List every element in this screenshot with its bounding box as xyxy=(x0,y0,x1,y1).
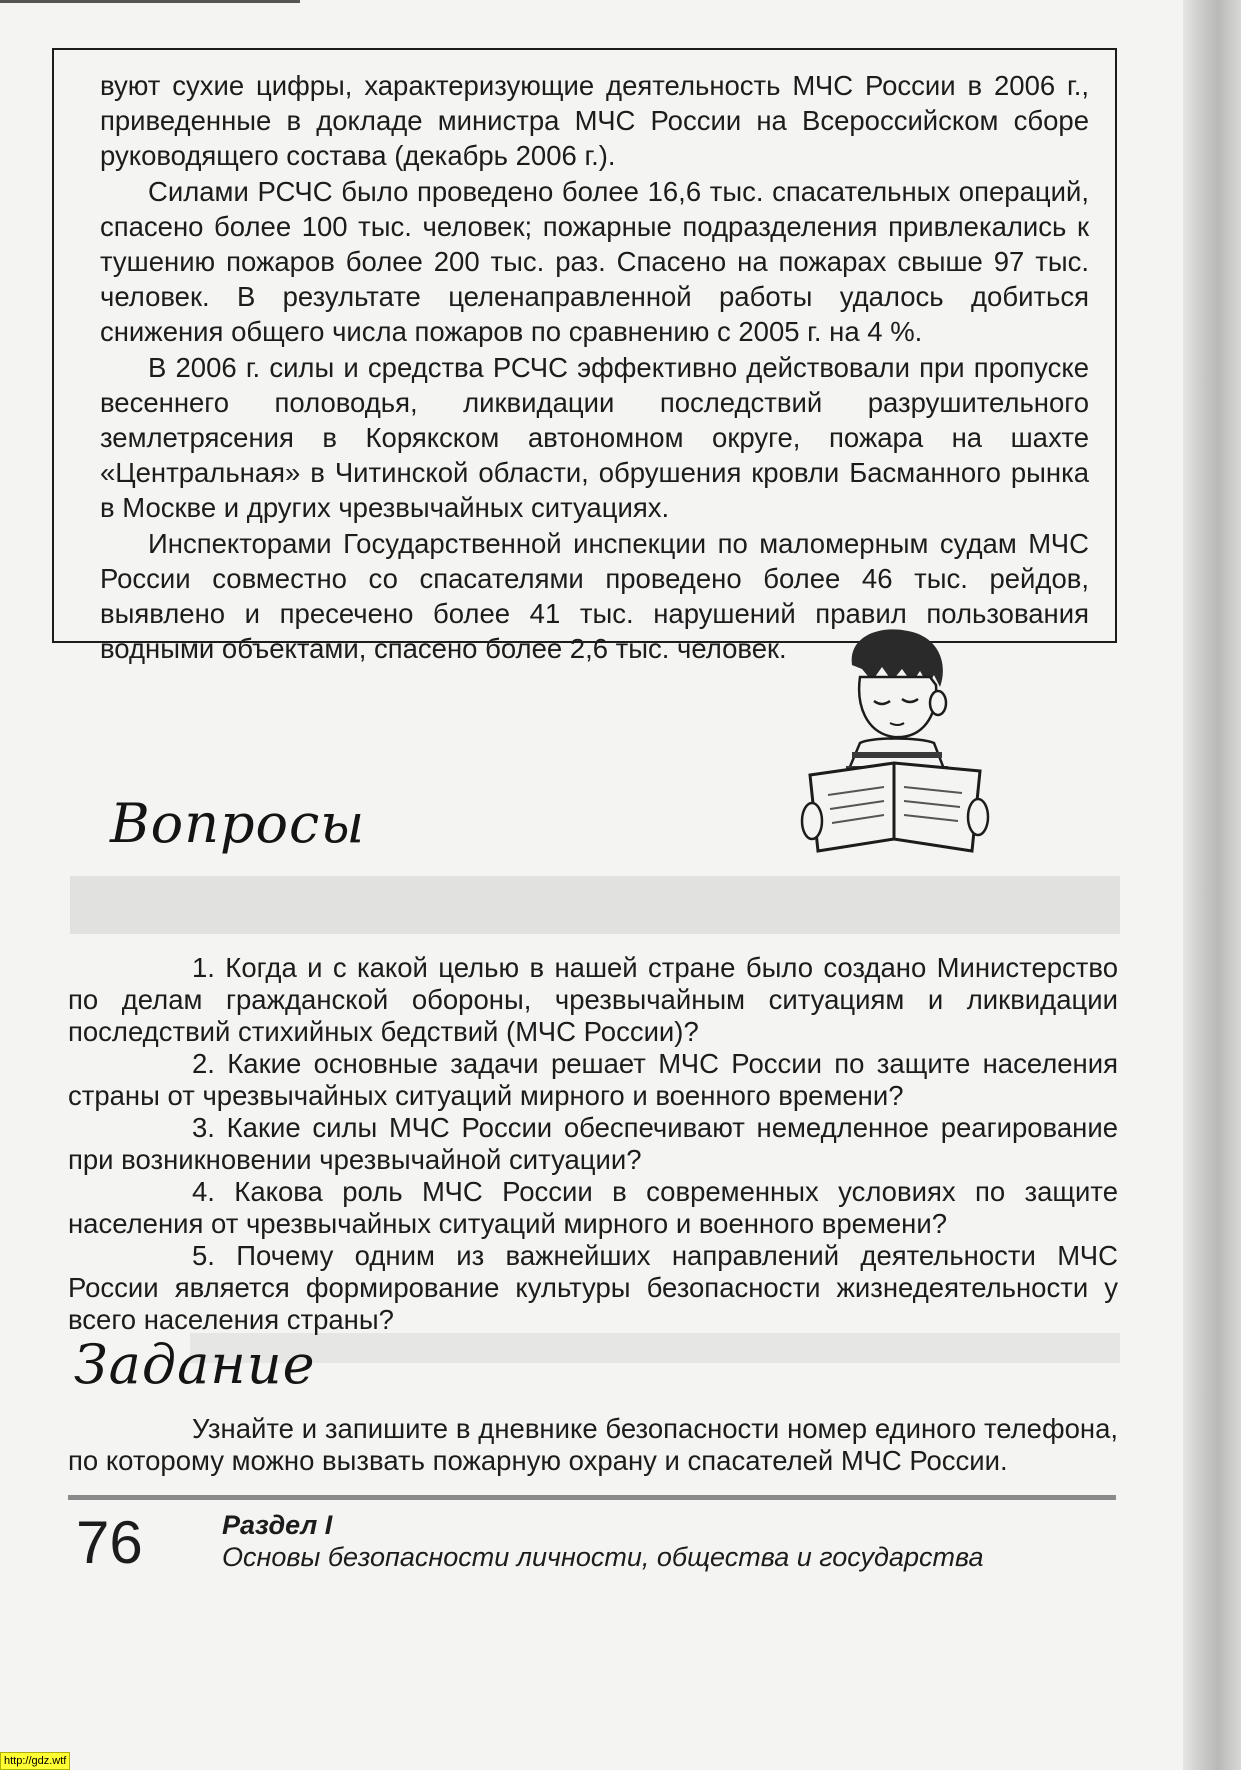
question-item: 4. Какова роль МЧС России в современных условиях по защите населения от чрезвычайных ситуаций мирного и военного времени? xyxy=(68,1176,1118,1239)
task-heading: Задание xyxy=(74,1333,316,1396)
question-item: 2. Какие основные задачи решает МЧС России по защите населения страны от чрезвычайных ситуаций мирного и военного времени? xyxy=(68,1048,1118,1111)
box-paragraph: Силами РСЧС было проведено более 16,6 тыс. спасательных операций, спасено более 100 тыс. человек; пожарные подразделения привлекались к тушению пожаров более 200 тыс. раз. Спасено на пожарах свыше 97 тыс. человек. В результате целенаправленной работы удалось добиться снижения общего числа пожаров по сравнению с 2005 г. на 4 %. xyxy=(100,175,1089,348)
box-paragraph: Инспекторами Государственной инспекции по маломерным судам МЧС России совместно со спасателями проведено более 46 тыс. рейдов, выявлено и пресечено более 41 тыс. нарушений правил пользования водными объектами, спасено более 2,6 тыс. человек. xyxy=(100,527,1089,665)
bleed-through-band xyxy=(190,1333,1120,1363)
box-paragraph: вуют сухие цифры, характеризующие деятельность МЧС России в 2006 г., приведенные в докладе министра МЧС России на Всероссийском сборе руководящего состава (декабрь 2006 г.). xyxy=(100,70,1089,172)
question-item: 5. Почему одним из важнейших направлений деятельности МЧС России является формирование культуры безопасности жизнедеятельности у всего населения страны? xyxy=(68,1240,1118,1335)
footer-rule xyxy=(68,1495,1116,1500)
boy-hand xyxy=(968,799,988,835)
box-paragraph: В 2006 г. силы и средства РСЧС эффективно действовали при пропуске весеннего половодья, ликвидации последствий разрушительного землетрясения в Корякском автономном округе, пожара на шахте «Центральная» в Читинской области, обрушения кровли Басманного рынка в Москве и других чрезвычайных ситуациях. xyxy=(100,351,1089,524)
task-text: Узнайте и запишите в дневнике безопасности номер единого телефона, по которому можно вызвать пожарную охрану и спасателей МЧС России. xyxy=(68,1413,1118,1476)
boy-ear xyxy=(930,691,946,715)
reading-boy-illustration xyxy=(790,625,1000,860)
top-rule xyxy=(0,0,300,3)
watermark-link[interactable]: http://gdz.wtf xyxy=(0,1752,70,1770)
page-edge-shadow xyxy=(1183,0,1241,1770)
questions-list xyxy=(68,952,1118,1336)
page-number: 76 xyxy=(76,1509,143,1576)
question-item: 1. Когда и с какой целью в нашей стране было создано Министерство по делам гражданской обороны, чрезвычайным ситуациям и ликвидации последствий стихийных бедствий (МЧС России)? xyxy=(68,952,1118,1047)
boy-face xyxy=(859,677,936,737)
section-title: Основы безопасности личности, общества и государства xyxy=(222,1542,984,1572)
boy-hand xyxy=(802,803,822,839)
bleed-through-band xyxy=(70,876,1120,934)
questions-heading: Вопросы xyxy=(110,792,366,855)
info-box xyxy=(52,48,1117,665)
question-item: 3. Какие силы МЧС России обеспечивают немедленное реагирование при возникновении чрезвычайной ситуации? xyxy=(68,1112,1118,1175)
section-label: Раздел I xyxy=(222,1510,333,1540)
